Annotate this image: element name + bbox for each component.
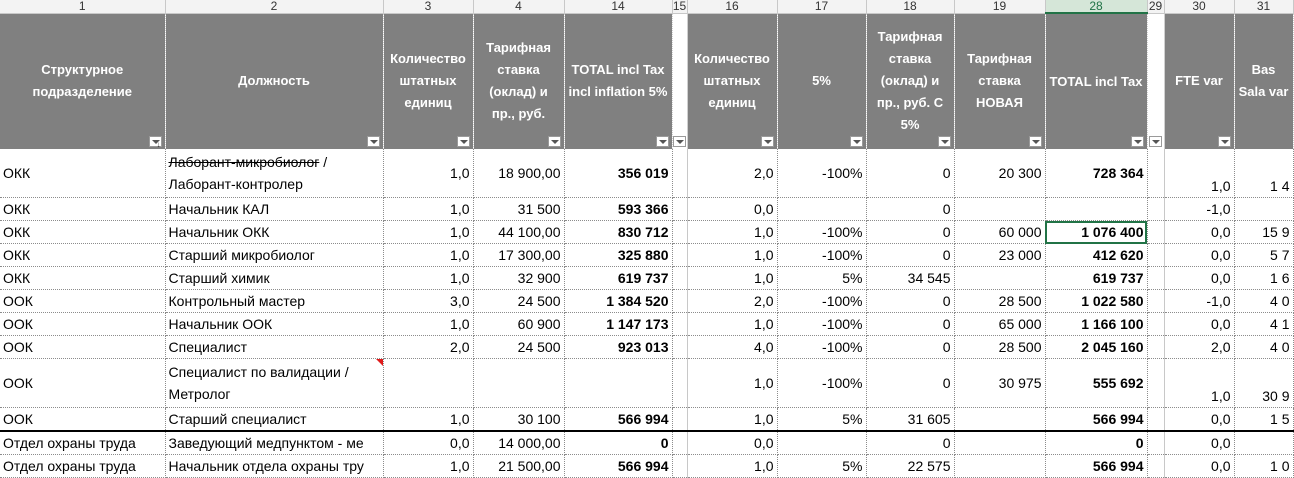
table-row xyxy=(0,244,1293,267)
cell-c14[interactable]: 923 013 xyxy=(564,336,672,359)
cell-c1[interactable]: Отдел охраны труда xyxy=(0,455,165,478)
cell-c19[interactable]: 20 300 xyxy=(954,149,1045,198)
cell-c19[interactable] xyxy=(954,198,1045,221)
header-cell xyxy=(1234,13,1293,149)
filter-sort-icon[interactable] xyxy=(149,136,162,147)
header-cell xyxy=(1164,13,1234,149)
cell-c2[interactable]: Начальник ОКК xyxy=(165,221,383,244)
cell-c17[interactable]: 5% xyxy=(777,267,866,290)
cell-c18[interactable]: 0 xyxy=(866,149,954,198)
column-number[interactable]: 18 xyxy=(866,0,954,13)
cell-c18[interactable]: 0 xyxy=(866,244,954,267)
cell-c17[interactable]: -100% xyxy=(777,290,866,313)
table-row xyxy=(0,149,1293,198)
header-cell xyxy=(672,13,687,149)
cell-c30[interactable]: 0,0 xyxy=(1164,431,1234,455)
header-label: 5% xyxy=(812,73,831,89)
cell-c3[interactable]: 0,0 xyxy=(383,431,473,455)
cell-c1[interactable]: ООК xyxy=(0,290,165,313)
cell-c4[interactable]: 30 100 xyxy=(473,408,564,432)
cell-c28[interactable]: 728 364 xyxy=(1045,149,1147,198)
column-number[interactable]: 29 xyxy=(1148,0,1163,13)
cell-c2[interactable]: Старший химик xyxy=(165,267,383,290)
cell-c14[interactable]: 1 384 520 xyxy=(564,290,672,313)
cell-c28[interactable]: 566 994 xyxy=(1045,455,1147,478)
cell-c4[interactable]: 32 900 xyxy=(473,267,564,290)
cell-c1[interactable]: ОКК xyxy=(0,244,165,267)
header-label: Должность xyxy=(238,73,310,89)
header-label: TOTAL incl Tax incl inflation 5% xyxy=(568,62,668,100)
header-label: FTE var xyxy=(1175,73,1223,89)
cell-c28[interactable]: 412 620 xyxy=(1045,244,1147,267)
cell-c3[interactable]: 1,0 xyxy=(383,313,473,336)
filter-dropdown-icon[interactable] xyxy=(938,136,951,147)
cell-c18[interactable]: 31 605 xyxy=(866,408,954,432)
cell-c14[interactable]: 593 366 xyxy=(564,198,672,221)
filter-dropdown-icon[interactable] xyxy=(457,136,470,147)
header-cell xyxy=(564,13,672,149)
header-row xyxy=(0,13,1293,149)
cell-c15[interactable] xyxy=(672,336,687,359)
cell-c28[interactable]: 1 022 580 xyxy=(1045,290,1147,313)
header-cell xyxy=(0,13,165,149)
cell-c16[interactable]: 1,0 xyxy=(687,313,777,336)
cell-c28[interactable]: 619 737 xyxy=(1045,267,1147,290)
cell-c19[interactable]: 28 500 xyxy=(954,336,1045,359)
filter-dropdown-icon[interactable] xyxy=(761,136,774,147)
column-number[interactable]: 19 xyxy=(954,0,1045,13)
cell-c30[interactable]: 0,0 xyxy=(1164,244,1234,267)
cell-c28[interactable] xyxy=(1045,198,1147,221)
cell-c30[interactable]: -1,0 xyxy=(1164,198,1234,221)
cell-c4[interactable]: 14 000,00 xyxy=(473,431,564,455)
cell-c17[interactable]: -100% xyxy=(777,221,866,244)
cell-c30[interactable]: 0,0 xyxy=(1164,221,1234,244)
header-cell xyxy=(473,13,564,149)
cell-c18[interactable]: 0 xyxy=(866,198,954,221)
cell-c4[interactable]: 31 500 xyxy=(473,198,564,221)
table-row xyxy=(0,455,1293,478)
cell-c14[interactable]: 566 994 xyxy=(564,408,672,432)
cell-c16[interactable]: 1,0 xyxy=(687,267,777,290)
cell-c28[interactable]: 566 994 xyxy=(1045,408,1147,432)
column-number[interactable]: 2 xyxy=(165,0,383,13)
header-label: Количество штатных единиц xyxy=(390,51,466,111)
cell-c31[interactable]: 4 1 xyxy=(1234,313,1293,336)
cell-c19[interactable] xyxy=(954,267,1045,290)
cell-c1[interactable]: ООК xyxy=(0,359,165,408)
cell-c15[interactable] xyxy=(672,431,687,455)
table-row xyxy=(0,408,1293,432)
cell-c14[interactable]: 1 147 173 xyxy=(564,313,672,336)
cell-c29[interactable] xyxy=(1147,431,1164,455)
filter-dropdown-icon[interactable] xyxy=(850,136,863,147)
table-row xyxy=(0,267,1293,290)
cell-c31[interactable]: 15 9 xyxy=(1234,221,1293,244)
cell-c2[interactable]: Начальник отдела охраны тру xyxy=(165,455,383,478)
table-row xyxy=(0,431,1293,455)
filter-dropdown-icon[interactable] xyxy=(548,136,561,147)
cell-c31[interactable]: 1 5 xyxy=(1234,408,1293,432)
cell-c30[interactable]: 0,0 xyxy=(1164,313,1234,336)
cell-text: / Лаборант-контролер xyxy=(168,154,328,192)
grid-body xyxy=(0,149,1293,478)
header-label: Тарифная ставка (оклад) и пр., руб. С 5% xyxy=(876,29,944,133)
cell-c2[interactable]: Начальник КАЛ xyxy=(165,198,383,221)
cell-c4[interactable]: 24 500 xyxy=(473,290,564,313)
cell-c29[interactable] xyxy=(1147,267,1164,290)
column-number-active[interactable]: 28 xyxy=(1045,0,1147,13)
cell-c4[interactable] xyxy=(473,359,564,408)
header-label: Тарифная ставка НОВАЯ xyxy=(967,51,1032,111)
cell-c31[interactable]: 30 9 xyxy=(1234,359,1293,408)
cell-c31[interactable] xyxy=(1234,431,1293,455)
cell-c16[interactable]: 1,0 xyxy=(687,221,777,244)
cell-c18[interactable]: 0 xyxy=(866,336,954,359)
header-label: Количество штатных единиц xyxy=(694,51,770,111)
cell-c29[interactable] xyxy=(1147,244,1164,267)
cell-c3[interactable]: 2,0 xyxy=(383,336,473,359)
cell-c30[interactable]: 0,0 xyxy=(1164,455,1234,478)
cell-c17[interactable]: -100% xyxy=(777,313,866,336)
cell-c17[interactable]: 5% xyxy=(777,455,866,478)
cell-c31[interactable]: 1 6 xyxy=(1234,267,1293,290)
cell-c15[interactable] xyxy=(672,359,687,408)
cell-c18[interactable]: 0 xyxy=(866,290,954,313)
cell-c31[interactable]: 4 0 xyxy=(1234,336,1293,359)
table-row xyxy=(0,313,1293,336)
cell-c2[interactable]: Специалист по валидации / Метролог xyxy=(165,359,383,408)
cell-c3[interactable]: 1,0 xyxy=(383,149,473,198)
cell-c1[interactable]: ООК xyxy=(0,336,165,359)
column-number[interactable]: 16 xyxy=(687,0,777,13)
cell-c30[interactable]: 0,0 xyxy=(1164,408,1234,432)
cell-c2[interactable]: Старший специалист xyxy=(165,408,383,432)
cell-c16[interactable]: 1,0 xyxy=(687,359,777,408)
cell-c14[interactable]: 830 712 xyxy=(564,221,672,244)
cell-c18[interactable]: 0 xyxy=(866,221,954,244)
cell-c3[interactable]: 1,0 xyxy=(383,455,473,478)
cell-c1[interactable]: Отдел охраны труда xyxy=(0,431,165,455)
cell-c1[interactable]: ОКК xyxy=(0,221,165,244)
column-number[interactable]: 17 xyxy=(777,0,866,13)
cell-c3[interactable]: 3,0 xyxy=(383,290,473,313)
cell-c31[interactable] xyxy=(1234,198,1293,221)
cell-c1[interactable]: ОКК xyxy=(0,198,165,221)
cell-c16[interactable]: 2,0 xyxy=(687,290,777,313)
cell-c4[interactable]: 60 900 xyxy=(473,313,564,336)
cell-c15[interactable] xyxy=(672,290,687,313)
strikethrough-text: Лаборант-микробиолог xyxy=(168,154,320,170)
cell-c14[interactable]: 619 737 xyxy=(564,267,672,290)
cell-c29[interactable] xyxy=(1147,313,1164,336)
header-cell xyxy=(383,13,473,149)
cell-c19[interactable]: 23 000 xyxy=(954,244,1045,267)
cell-c15[interactable] xyxy=(672,244,687,267)
cell-c2[interactable]: Контрольный мастер xyxy=(165,290,383,313)
table-row xyxy=(0,290,1293,313)
header-cell xyxy=(687,13,777,149)
cell-c19[interactable]: 60 000 xyxy=(954,221,1045,244)
cell-c31[interactable]: 5 7 xyxy=(1234,244,1293,267)
table-row xyxy=(0,198,1293,221)
cell-c19[interactable] xyxy=(954,455,1045,478)
cell-c31[interactable]: 4 0 xyxy=(1234,290,1293,313)
cell-c1[interactable]: ОКК xyxy=(0,149,165,198)
cell-c3[interactable] xyxy=(383,359,473,408)
cell-c19[interactable]: 30 975 xyxy=(954,359,1045,408)
cell-c1[interactable]: ООК xyxy=(0,408,165,432)
cell-c29[interactable] xyxy=(1147,221,1164,244)
cell-c29[interactable] xyxy=(1147,336,1164,359)
cell-c4[interactable]: 24 500 xyxy=(473,336,564,359)
cell-c29[interactable] xyxy=(1147,149,1164,198)
cell-c16[interactable]: 0,0 xyxy=(687,431,777,455)
cell-c17[interactable]: -100% xyxy=(777,359,866,408)
cell-c4[interactable]: 17 300,00 xyxy=(473,244,564,267)
cell-c30[interactable]: 0,0 xyxy=(1164,267,1234,290)
cell-c1[interactable]: ОКК xyxy=(0,267,165,290)
cell-c3[interactable]: 1,0 xyxy=(383,267,473,290)
filter-dropdown-icon[interactable] xyxy=(1218,136,1231,147)
cell-c31[interactable]: 1 4 xyxy=(1234,149,1293,198)
header-cell xyxy=(777,13,866,149)
cell-c28[interactable]: 2 045 160 xyxy=(1045,336,1147,359)
header-label: Bas Sala var xyxy=(1238,62,1289,100)
cell-c15[interactable] xyxy=(672,149,687,198)
cell-c15[interactable] xyxy=(672,221,687,244)
filter-dropdown-icon[interactable] xyxy=(1029,136,1042,147)
table-row xyxy=(0,359,1293,408)
cell-c16[interactable]: 1,0 xyxy=(687,455,777,478)
filter-dropdown-icon[interactable] xyxy=(1149,136,1162,147)
column-number[interactable]: 1 xyxy=(0,0,165,13)
cell-c28[interactable]: 1 166 100 xyxy=(1045,313,1147,336)
cell-c17[interactable] xyxy=(777,431,866,455)
cell-c17[interactable]: -100% xyxy=(777,244,866,267)
column-number[interactable]: 4 xyxy=(473,0,564,13)
cell-c18[interactable]: 22 575 xyxy=(866,455,954,478)
cell-c14[interactable] xyxy=(564,359,672,408)
cell-c16[interactable]: 4,0 xyxy=(687,336,777,359)
cell-c14[interactable]: 325 880 xyxy=(564,244,672,267)
cell-c3[interactable]: 1,0 xyxy=(383,221,473,244)
header-cell xyxy=(1045,13,1147,149)
cell-c17[interactable]: -100% xyxy=(777,336,866,359)
header-label: Тарифная ставка (оклад) и пр., руб. xyxy=(486,40,551,122)
cell-c3[interactable]: 1,0 xyxy=(383,198,473,221)
cell-c18[interactable]: 0 xyxy=(866,313,954,336)
cell-c3[interactable]: 1,0 xyxy=(383,408,473,432)
cell-c16[interactable]: 1,0 xyxy=(687,244,777,267)
cell-c30[interactable]: -1,0 xyxy=(1164,290,1234,313)
header-cell xyxy=(165,13,383,149)
column-number[interactable]: 15 xyxy=(672,0,687,13)
cell-c2[interactable]: Начальник ООК xyxy=(165,313,383,336)
cell-c2[interactable]: Специалист xyxy=(165,336,383,359)
cell-c14[interactable]: 566 994 xyxy=(564,455,672,478)
cell-c29[interactable] xyxy=(1147,198,1164,221)
column-number[interactable]: 30 xyxy=(1164,0,1234,13)
cell-c29[interactable] xyxy=(1147,455,1164,478)
column-number[interactable]: 31 xyxy=(1234,0,1293,13)
cell-c28[interactable]: 555 692 xyxy=(1045,359,1147,408)
cell-c19[interactable]: 65 000 xyxy=(954,313,1045,336)
cell-c30[interactable]: 2,0 xyxy=(1164,336,1234,359)
header-cell xyxy=(866,13,954,149)
cell-c28[interactable]: 1 076 400 xyxy=(1045,221,1147,244)
cell-c14[interactable]: 0 xyxy=(564,431,672,455)
cell-c19[interactable]: 28 500 xyxy=(954,290,1045,313)
cell-c16[interactable]: 2,0 xyxy=(687,149,777,198)
cell-c16[interactable]: 0,0 xyxy=(687,198,777,221)
column-number[interactable]: 3 xyxy=(383,0,473,13)
filter-dropdown-icon[interactable] xyxy=(1131,136,1144,147)
table-row xyxy=(0,336,1293,359)
cell-c29[interactable] xyxy=(1147,408,1164,432)
cell-c29[interactable] xyxy=(1147,290,1164,313)
cell-c1[interactable]: ООК xyxy=(0,313,165,336)
header-label: Структурное подразделение xyxy=(32,62,133,100)
cell-c15[interactable] xyxy=(672,455,687,478)
cell-c15[interactable] xyxy=(672,408,687,432)
cell-c2[interactable] xyxy=(165,149,383,198)
cell-c19[interactable] xyxy=(954,408,1045,432)
header-cell xyxy=(954,13,1045,149)
cell-c31[interactable]: 1 0 xyxy=(1234,455,1293,478)
cell-c29[interactable] xyxy=(1147,359,1164,408)
header-label: TOTAL incl Tax xyxy=(1049,73,1143,89)
header-cell xyxy=(1147,13,1164,149)
cell-c18[interactable]: 0 xyxy=(866,359,954,408)
cell-c17[interactable] xyxy=(777,198,866,221)
cell-c15[interactable] xyxy=(672,198,687,221)
filter-dropdown-icon[interactable] xyxy=(673,136,686,147)
filter-dropdown-icon[interactable] xyxy=(656,136,669,147)
cell-c30[interactable]: 1,0 xyxy=(1164,359,1234,408)
cell-c18[interactable]: 34 545 xyxy=(866,267,954,290)
cell-c16[interactable]: 1,0 xyxy=(687,408,777,432)
column-number[interactable]: 14 xyxy=(564,0,672,13)
cell-c4[interactable]: 18 900,00 xyxy=(473,149,564,198)
cell-c15[interactable] xyxy=(672,267,687,290)
column-number-row xyxy=(0,0,1293,13)
cell-c4[interactable]: 44 100,00 xyxy=(473,221,564,244)
cell-c17[interactable]: -100% xyxy=(777,149,866,198)
cell-c2[interactable]: Заведующий медпунктом - ме xyxy=(165,431,383,455)
cell-c19[interactable] xyxy=(954,431,1045,455)
cell-c4[interactable]: 21 500,00 xyxy=(473,455,564,478)
cell-c3[interactable]: 1,0 xyxy=(383,244,473,267)
filter-dropdown-icon[interactable] xyxy=(367,136,380,147)
cell-c18[interactable]: 0 xyxy=(866,431,954,455)
cell-c17[interactable]: 5% xyxy=(777,408,866,432)
table-row xyxy=(0,221,1293,244)
cell-c14[interactable]: 356 019 xyxy=(564,149,672,198)
cell-c28[interactable]: 0 xyxy=(1045,431,1147,455)
cell-c15[interactable] xyxy=(672,313,687,336)
cell-c30[interactable]: 1,0 xyxy=(1164,149,1234,198)
cell-c2[interactable]: Старший микробиолог xyxy=(165,244,383,267)
